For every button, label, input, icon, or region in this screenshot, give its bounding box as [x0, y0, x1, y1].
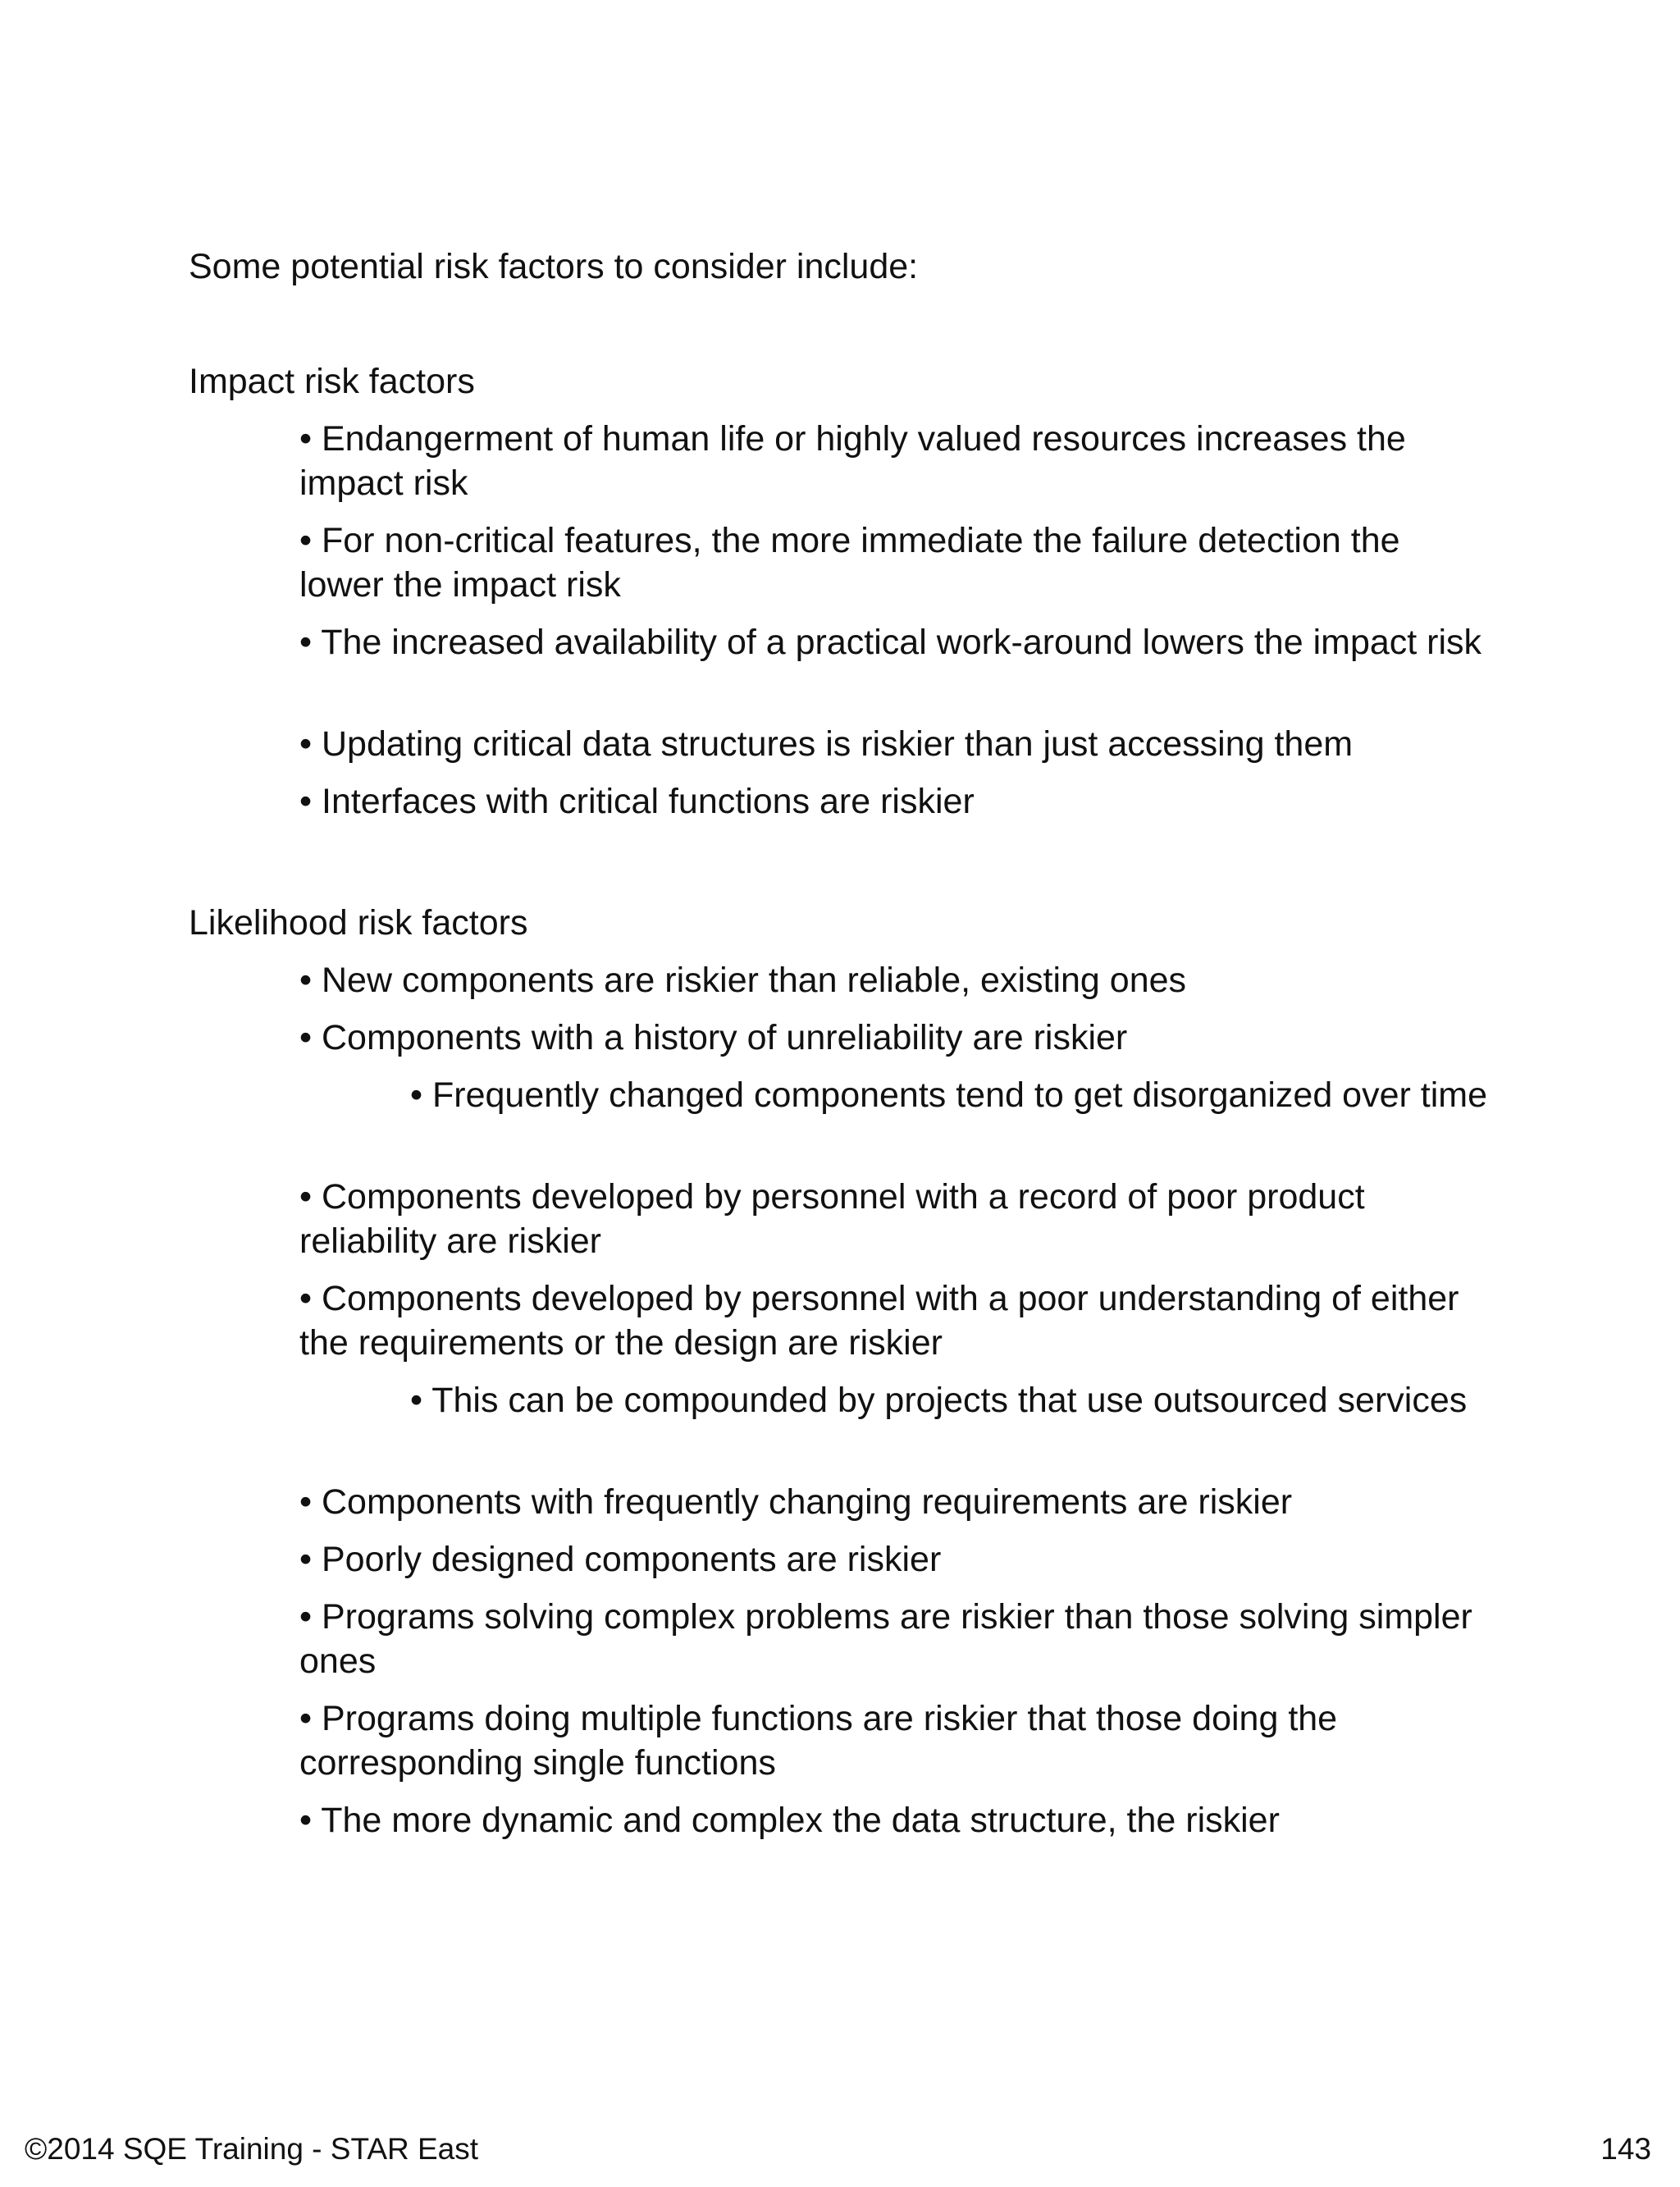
likelihood-bullet-9: • The more dynamic and complex the data structure, the riskier — [299, 1801, 1280, 1840]
impact-bullet-2: • For non-critical features, the more immediate the failure detection the lower the impact risk — [299, 521, 1400, 605]
likelihood-bullet-2: • Components with a history of unreliability are riskier — [299, 1018, 1128, 1057]
impact-bullet-5: • Interfaces with critical functions are riskier — [299, 782, 975, 821]
likelihood-bullet-6: • Poorly designed components are riskier — [299, 1540, 942, 1579]
impact-bullet-1: • Endangerment of human life or highly valued resources increases the impact risk — [299, 419, 1406, 503]
likelihood-subbullet-2: • This can be compounded by projects that use outsourced services — [410, 1381, 1468, 1420]
likelihood-bullet-1: • New components are riskier than reliable, existing ones — [299, 961, 1187, 1000]
footer-copyright: ©2014 SQE Training - STAR East — [25, 2132, 479, 2166]
likelihood-bullet-4: • Components developed by personnel with a poor understanding of either the requirements or the design are riskier — [299, 1279, 1459, 1363]
impact-heading: Impact risk factors — [189, 362, 475, 401]
impact-bullet-4: • Updating critical data structures is riskier than just accessing them — [299, 724, 1354, 764]
likelihood-bullet-3: • Components developed by personnel with a record of poor product reliability are riskier — [299, 1177, 1365, 1261]
page-number: 143 — [1600, 2132, 1651, 2166]
likelihood-bullet-8: • Programs doing multiple functions are riskier that those doing the corresponding single functions — [299, 1699, 1338, 1783]
likelihood-heading: Likelihood risk factors — [189, 903, 528, 943]
impact-bullet-3: • The increased availability of a practical work-around lowers the impact risk — [299, 623, 1482, 662]
likelihood-subbullet-1: • Frequently changed components tend to get disorganized over time — [410, 1075, 1488, 1115]
likelihood-bullet-7: • Programs solving complex problems are riskier than those solving simpler ones — [299, 1597, 1472, 1681]
likelihood-bullet-5: • Components with frequently changing requirements are riskier — [299, 1482, 1293, 1522]
intro-text: Some potential risk factors to consider include: — [189, 247, 919, 286]
